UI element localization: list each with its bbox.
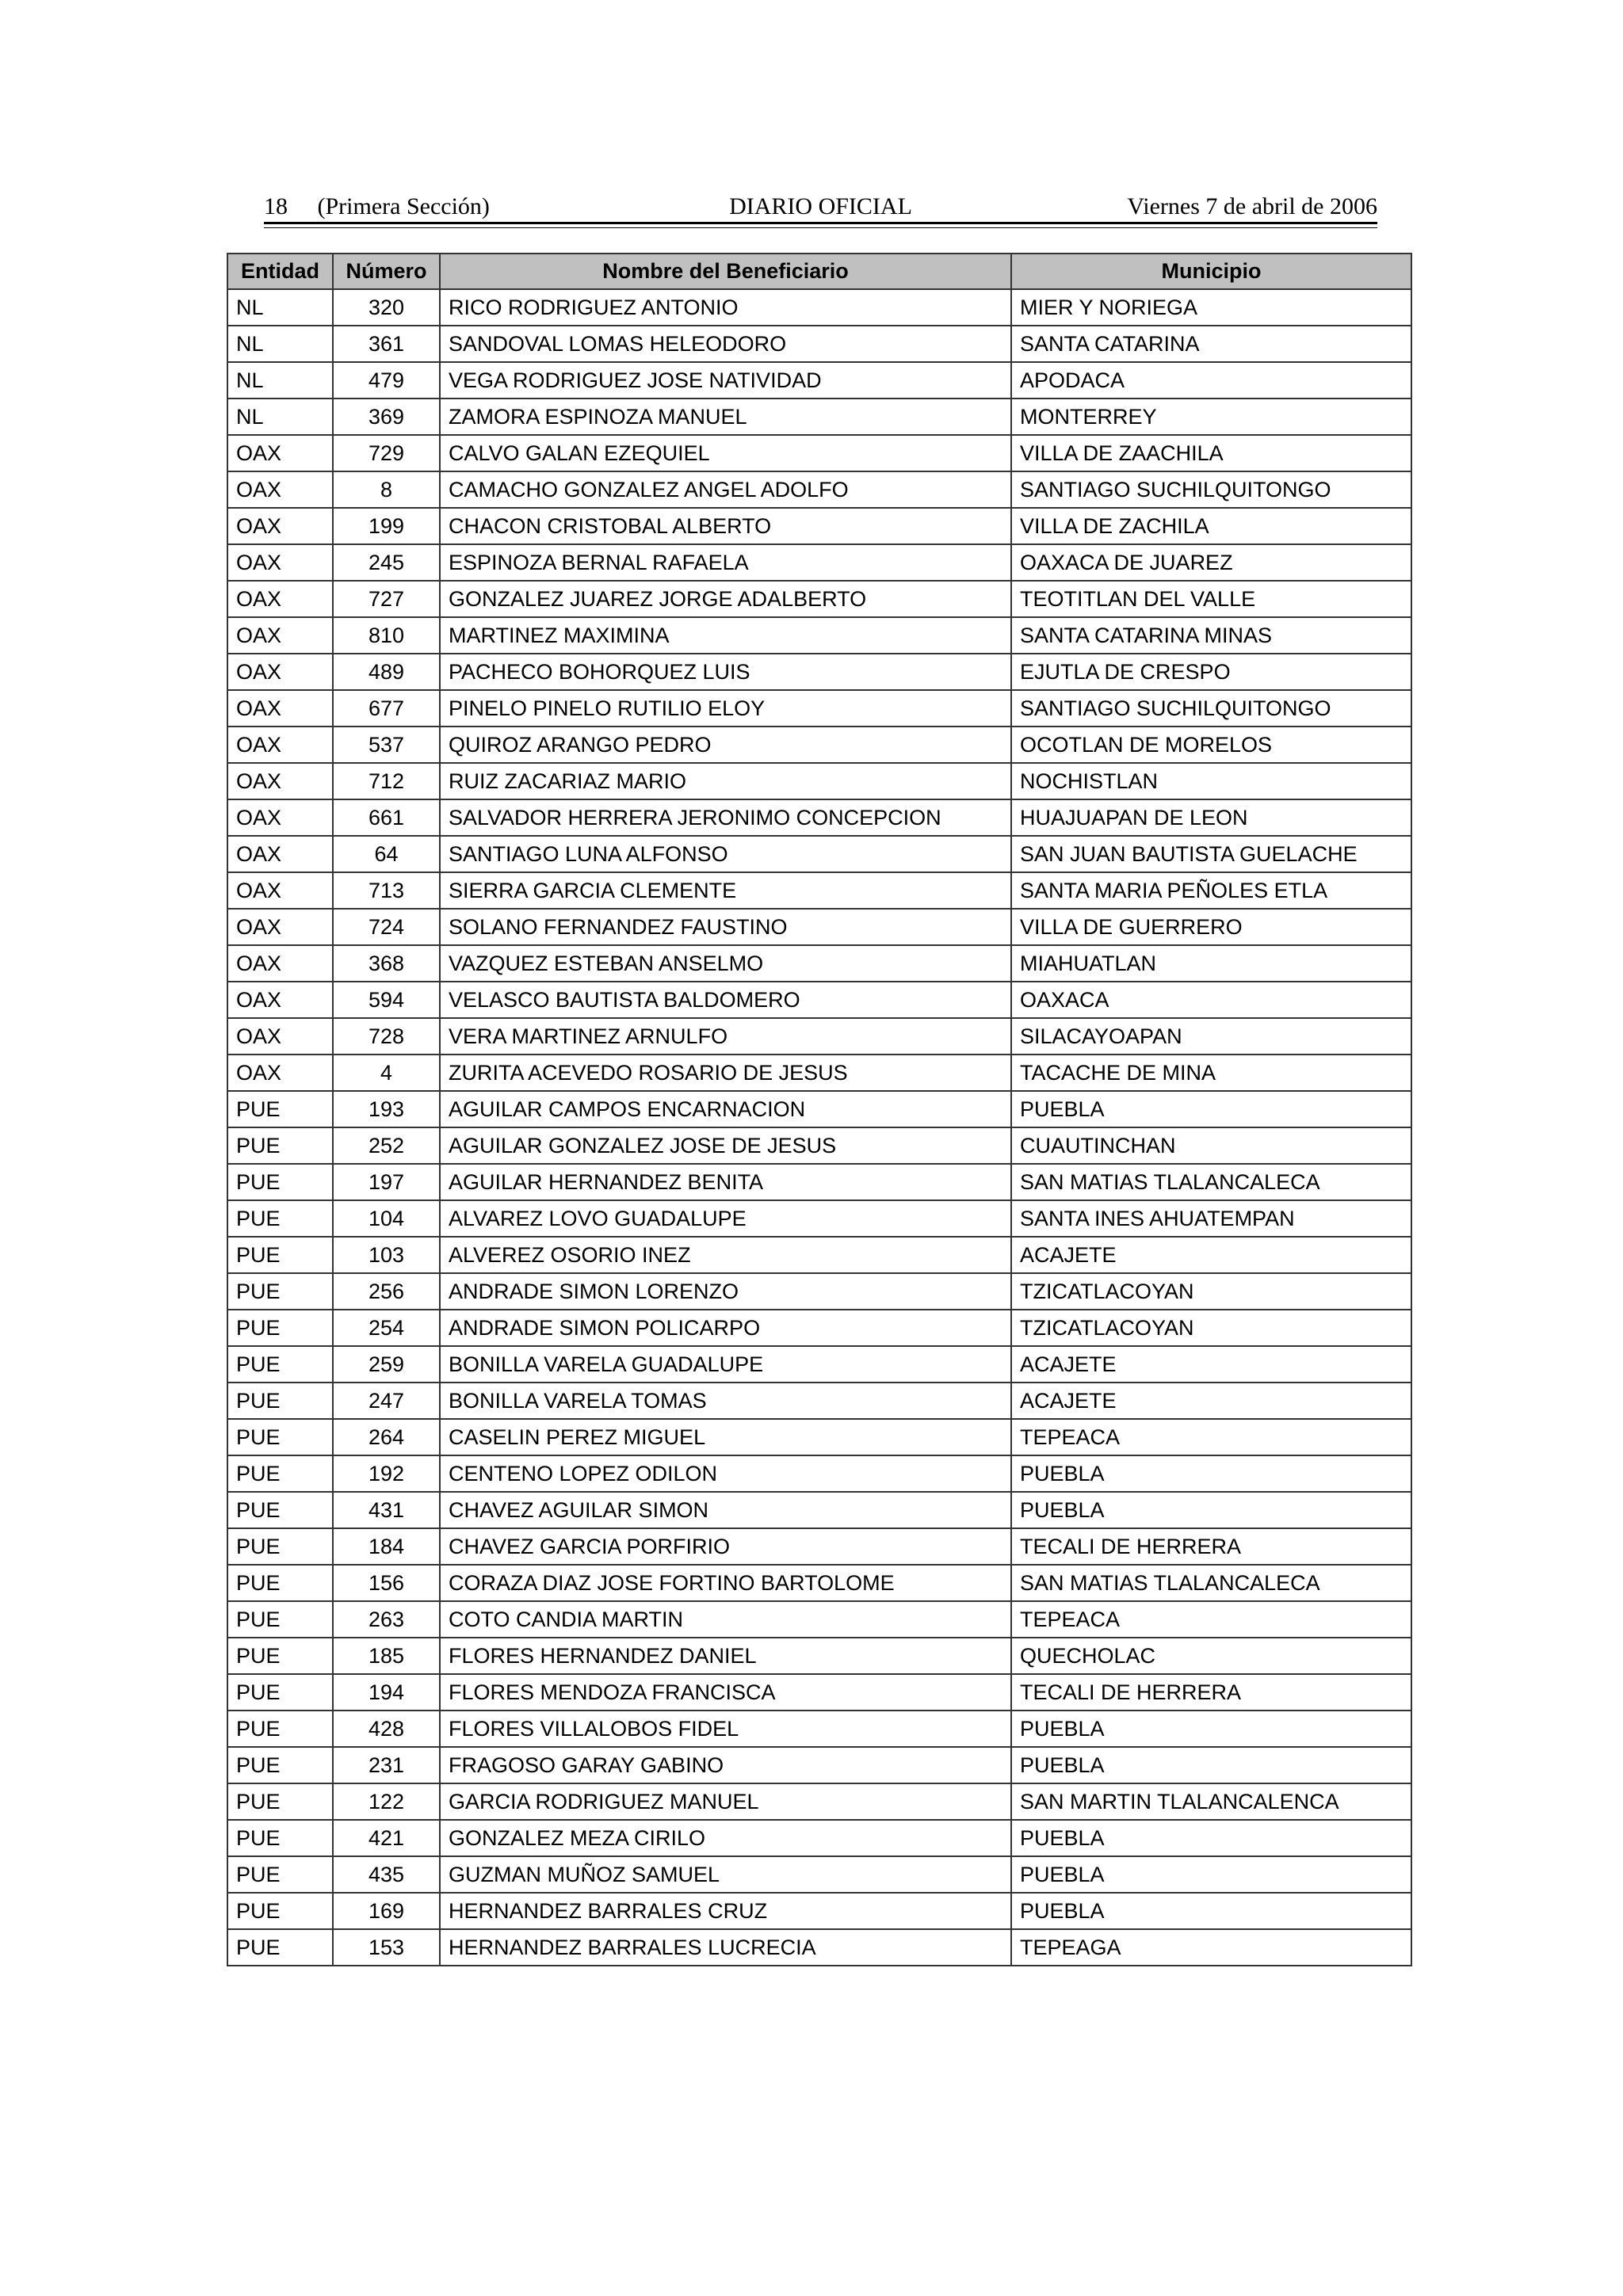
- cell-nombre: CALVO GALAN EZEQUIEL: [440, 435, 1011, 471]
- cell-entidad: OAX: [227, 982, 333, 1018]
- cell-nombre: CORAZA DIAZ JOSE FORTINO BARTOLOME: [440, 1565, 1011, 1601]
- cell-nombre: FLORES VILLALOBOS FIDEL: [440, 1711, 1011, 1747]
- table-row: [227, 1820, 1411, 1856]
- cell-municipio: PUEBLA: [1011, 1893, 1411, 1929]
- table-row: [227, 1856, 1411, 1893]
- cell-entidad: PUE: [227, 1601, 333, 1638]
- cell-municipio: HUAJUAPAN DE LEON: [1011, 799, 1411, 836]
- cell-numero: 435: [333, 1856, 440, 1893]
- table-row: [227, 1638, 1411, 1674]
- cell-municipio: CUAUTINCHAN: [1011, 1127, 1411, 1164]
- cell-nombre: CAMACHO GONZALEZ ANGEL ADOLFO: [440, 471, 1011, 508]
- table-row: [227, 362, 1411, 399]
- cell-nombre: ALVEREZ OSORIO INEZ: [440, 1237, 1011, 1273]
- table-row: [227, 471, 1411, 508]
- cell-entidad: PUE: [227, 1856, 333, 1893]
- cell-nombre: BONILLA VARELA TOMAS: [440, 1383, 1011, 1419]
- cell-municipio: MIAHUATLAN: [1011, 945, 1411, 982]
- cell-municipio: TEPEACA: [1011, 1419, 1411, 1455]
- cell-entidad: OAX: [227, 1018, 333, 1055]
- table-row: [227, 544, 1411, 581]
- cell-municipio: TZICATLACOYAN: [1011, 1310, 1411, 1346]
- cell-entidad: PUE: [227, 1783, 333, 1820]
- table-row: [227, 1528, 1411, 1565]
- cell-nombre: AGUILAR GONZALEZ JOSE DE JESUS: [440, 1127, 1011, 1164]
- cell-nombre: CENTENO LOPEZ ODILON: [440, 1455, 1011, 1492]
- cell-entidad: PUE: [227, 1455, 333, 1492]
- cell-nombre: PACHECO BOHORQUEZ LUIS: [440, 654, 1011, 690]
- cell-municipio: SANTA CATARINA: [1011, 326, 1411, 362]
- publication-title: DIARIO OFICIAL: [729, 193, 912, 219]
- cell-municipio: SANTA MARIA PEÑOLES ETLA: [1011, 872, 1411, 909]
- page-number: 18: [264, 193, 288, 219]
- cell-nombre: GUZMAN MUÑOZ SAMUEL: [440, 1856, 1011, 1893]
- cell-municipio: SANTA INES AHUATEMPAN: [1011, 1200, 1411, 1237]
- table-row: [227, 872, 1411, 909]
- cell-nombre: CHAVEZ AGUILAR SIMON: [440, 1492, 1011, 1528]
- cell-entidad: PUE: [227, 1237, 333, 1273]
- cell-municipio: APODACA: [1011, 362, 1411, 399]
- cell-entidad: OAX: [227, 727, 333, 763]
- cell-entidad: PUE: [227, 1820, 333, 1856]
- cell-numero: 199: [333, 508, 440, 544]
- column-header-numero: Número: [333, 254, 440, 289]
- cell-entidad: PUE: [227, 1273, 333, 1310]
- cell-municipio: TEOTITLAN DEL VALLE: [1011, 581, 1411, 617]
- cell-nombre: CASELIN PEREZ MIGUEL: [440, 1419, 1011, 1455]
- cell-entidad: OAX: [227, 945, 333, 982]
- cell-municipio: PUEBLA: [1011, 1711, 1411, 1747]
- table-row: [227, 1346, 1411, 1383]
- cell-municipio: TECALI DE HERRERA: [1011, 1528, 1411, 1565]
- cell-nombre: SANTIAGO LUNA ALFONSO: [440, 836, 1011, 872]
- cell-numero: 264: [333, 1419, 440, 1455]
- cell-municipio: SAN MATIAS TLALANCALECA: [1011, 1565, 1411, 1601]
- table-row: [227, 581, 1411, 617]
- table-row: [227, 982, 1411, 1018]
- cell-nombre: AGUILAR CAMPOS ENCARNACION: [440, 1091, 1011, 1127]
- cell-nombre: VELASCO BAUTISTA BALDOMERO: [440, 982, 1011, 1018]
- cell-entidad: NL: [227, 399, 333, 435]
- cell-nombre: RICO RODRIGUEZ ANTONIO: [440, 289, 1011, 326]
- table-row: [227, 1674, 1411, 1711]
- table-row: [227, 435, 1411, 471]
- cell-municipio: EJUTLA DE CRESPO: [1011, 654, 1411, 690]
- table-row: [227, 1127, 1411, 1164]
- table-row: [227, 289, 1411, 326]
- cell-numero: 368: [333, 945, 440, 982]
- cell-entidad: PUE: [227, 1419, 333, 1455]
- table-row: [227, 508, 1411, 544]
- table-row: [227, 945, 1411, 982]
- cell-numero: 428: [333, 1711, 440, 1747]
- table-row: [227, 690, 1411, 727]
- cell-nombre: GONZALEZ MEZA CIRILO: [440, 1820, 1011, 1856]
- publication-date: Viernes 7 de abril de 2006: [1127, 193, 1377, 219]
- cell-municipio: SANTIAGO SUCHILQUITONGO: [1011, 471, 1411, 508]
- cell-entidad: OAX: [227, 435, 333, 471]
- cell-municipio: PUEBLA: [1011, 1856, 1411, 1893]
- cell-nombre: COTO CANDIA MARTIN: [440, 1601, 1011, 1638]
- cell-municipio: OCOTLAN DE MORELOS: [1011, 727, 1411, 763]
- cell-nombre: SIERRA GARCIA CLEMENTE: [440, 872, 1011, 909]
- table-row: [227, 1565, 1411, 1601]
- cell-entidad: OAX: [227, 763, 333, 799]
- cell-entidad: PUE: [227, 1565, 333, 1601]
- cell-entidad: PUE: [227, 1674, 333, 1711]
- cell-numero: 153: [333, 1929, 440, 1966]
- cell-entidad: PUE: [227, 1346, 333, 1383]
- table-body: [227, 289, 1411, 1966]
- cell-numero: 479: [333, 362, 440, 399]
- cell-numero: 810: [333, 617, 440, 654]
- cell-entidad: NL: [227, 362, 333, 399]
- cell-numero: 421: [333, 1820, 440, 1856]
- cell-entidad: PUE: [227, 1711, 333, 1747]
- cell-numero: 661: [333, 799, 440, 836]
- cell-nombre: HERNANDEZ BARRALES LUCRECIA: [440, 1929, 1011, 1966]
- cell-numero: 489: [333, 654, 440, 690]
- cell-numero: 64: [333, 836, 440, 872]
- cell-nombre: BONILLA VARELA GUADALUPE: [440, 1346, 1011, 1383]
- cell-entidad: PUE: [227, 1310, 333, 1346]
- table-row: [227, 399, 1411, 435]
- table-row: [227, 799, 1411, 836]
- cell-numero: 122: [333, 1783, 440, 1820]
- cell-numero: 103: [333, 1237, 440, 1273]
- cell-entidad: PUE: [227, 1747, 333, 1783]
- cell-municipio: VILLA DE ZAACHILA: [1011, 435, 1411, 471]
- header-rule-thin: [264, 227, 1377, 228]
- cell-municipio: PUEBLA: [1011, 1091, 1411, 1127]
- cell-nombre: SANDOVAL LOMAS HELEODORO: [440, 326, 1011, 362]
- table-row: [227, 1783, 1411, 1820]
- cell-nombre: VERA MARTINEZ ARNULFO: [440, 1018, 1011, 1055]
- cell-numero: 256: [333, 1273, 440, 1310]
- cell-numero: 431: [333, 1492, 440, 1528]
- cell-nombre: ZAMORA ESPINOZA MANUEL: [440, 399, 1011, 435]
- table-row: [227, 836, 1411, 872]
- cell-entidad: PUE: [227, 1200, 333, 1237]
- table-row: [227, 1091, 1411, 1127]
- cell-municipio: OAXACA DE JUAREZ: [1011, 544, 1411, 581]
- cell-nombre: CHACON CRISTOBAL ALBERTO: [440, 508, 1011, 544]
- table-row: [227, 1383, 1411, 1419]
- cell-nombre: QUIROZ ARANGO PEDRO: [440, 727, 1011, 763]
- table-row: [227, 1018, 1411, 1055]
- cell-numero: 8: [333, 471, 440, 508]
- cell-numero: 169: [333, 1893, 440, 1929]
- header-rule-thick: [264, 222, 1377, 224]
- cell-nombre: VEGA RODRIGUEZ JOSE NATIVIDAD: [440, 362, 1011, 399]
- cell-municipio: ACAJETE: [1011, 1383, 1411, 1419]
- cell-entidad: OAX: [227, 581, 333, 617]
- cell-nombre: ZURITA ACEVEDO ROSARIO DE JESUS: [440, 1055, 1011, 1091]
- cell-nombre: SOLANO FERNANDEZ FAUSTINO: [440, 909, 1011, 945]
- cell-nombre: ANDRADE SIMON POLICARPO: [440, 1310, 1011, 1346]
- cell-municipio: OAXACA: [1011, 982, 1411, 1018]
- cell-entidad: PUE: [227, 1091, 333, 1127]
- cell-entidad: OAX: [227, 617, 333, 654]
- cell-municipio: TZICATLACOYAN: [1011, 1273, 1411, 1310]
- cell-municipio: NOCHISTLAN: [1011, 763, 1411, 799]
- cell-numero: 369: [333, 399, 440, 435]
- cell-numero: 194: [333, 1674, 440, 1711]
- cell-numero: 537: [333, 727, 440, 763]
- cell-entidad: PUE: [227, 1929, 333, 1966]
- cell-entidad: PUE: [227, 1638, 333, 1674]
- cell-entidad: PUE: [227, 1383, 333, 1419]
- cell-numero: 231: [333, 1747, 440, 1783]
- cell-municipio: MIER Y NORIEGA: [1011, 289, 1411, 326]
- cell-numero: 729: [333, 435, 440, 471]
- cell-nombre: ESPINOZA BERNAL RAFAELA: [440, 544, 1011, 581]
- cell-entidad: OAX: [227, 909, 333, 945]
- cell-nombre: FLORES HERNANDEZ DANIEL: [440, 1638, 1011, 1674]
- table-row: [227, 1929, 1411, 1966]
- cell-numero: 4: [333, 1055, 440, 1091]
- cell-entidad: NL: [227, 326, 333, 362]
- cell-numero: 185: [333, 1638, 440, 1674]
- table-row: [227, 1601, 1411, 1638]
- cell-nombre: CHAVEZ GARCIA PORFIRIO: [440, 1528, 1011, 1565]
- cell-nombre: AGUILAR HERNANDEZ BENITA: [440, 1164, 1011, 1200]
- cell-entidad: PUE: [227, 1893, 333, 1929]
- cell-entidad: PUE: [227, 1164, 333, 1200]
- cell-municipio: SANTA CATARINA MINAS: [1011, 617, 1411, 654]
- cell-numero: 184: [333, 1528, 440, 1565]
- cell-nombre: RUIZ ZACARIAZ MARIO: [440, 763, 1011, 799]
- cell-nombre: GONZALEZ JUAREZ JORGE ADALBERTO: [440, 581, 1011, 617]
- column-header-entidad: Entidad: [227, 254, 333, 289]
- cell-municipio: VILLA DE ZACHILA: [1011, 508, 1411, 544]
- table-row: [227, 654, 1411, 690]
- page-header: [264, 187, 1377, 225]
- cell-numero: 320: [333, 289, 440, 326]
- cell-municipio: SAN JUAN BAUTISTA GUELACHE: [1011, 836, 1411, 872]
- table-row: [227, 727, 1411, 763]
- cell-municipio: MONTERREY: [1011, 399, 1411, 435]
- table-row: [227, 1711, 1411, 1747]
- cell-numero: 197: [333, 1164, 440, 1200]
- cell-entidad: OAX: [227, 508, 333, 544]
- cell-numero: 104: [333, 1200, 440, 1237]
- table-row: [227, 1492, 1411, 1528]
- cell-entidad: OAX: [227, 836, 333, 872]
- cell-numero: 677: [333, 690, 440, 727]
- cell-entidad: OAX: [227, 471, 333, 508]
- cell-nombre: HERNANDEZ BARRALES CRUZ: [440, 1893, 1011, 1929]
- cell-municipio: QUECHOLAC: [1011, 1638, 1411, 1674]
- table-row: [227, 1273, 1411, 1310]
- column-header-nombre: Nombre del Beneficiario: [440, 254, 1011, 289]
- cell-municipio: PUEBLA: [1011, 1820, 1411, 1856]
- cell-municipio: VILLA DE GUERRERO: [1011, 909, 1411, 945]
- cell-entidad: OAX: [227, 799, 333, 836]
- cell-municipio: ACAJETE: [1011, 1346, 1411, 1383]
- cell-nombre: FRAGOSO GARAY GABINO: [440, 1747, 1011, 1783]
- table-row: [227, 1455, 1411, 1492]
- cell-entidad: PUE: [227, 1492, 333, 1528]
- cell-entidad: OAX: [227, 872, 333, 909]
- cell-nombre: VAZQUEZ ESTEBAN ANSELMO: [440, 945, 1011, 982]
- table-header-row: [227, 254, 1411, 289]
- table-row: [227, 1893, 1411, 1929]
- cell-municipio: PUEBLA: [1011, 1492, 1411, 1528]
- cell-entidad: PUE: [227, 1127, 333, 1164]
- table-row: [227, 1055, 1411, 1091]
- cell-numero: 361: [333, 326, 440, 362]
- cell-municipio: TEPEACA: [1011, 1601, 1411, 1638]
- table-row: [227, 1237, 1411, 1273]
- table-row: [227, 326, 1411, 362]
- cell-numero: 245: [333, 544, 440, 581]
- cell-municipio: TACACHE DE MINA: [1011, 1055, 1411, 1091]
- cell-entidad: OAX: [227, 1055, 333, 1091]
- cell-entidad: OAX: [227, 654, 333, 690]
- column-header-municipio: Municipio: [1011, 254, 1411, 289]
- beneficiaries-table: [227, 253, 1412, 1966]
- cell-numero: 252: [333, 1127, 440, 1164]
- cell-municipio: SAN MATIAS TLALANCALECA: [1011, 1164, 1411, 1200]
- cell-entidad: PUE: [227, 1528, 333, 1565]
- cell-numero: 254: [333, 1310, 440, 1346]
- cell-nombre: SALVADOR HERRERA JERONIMO CONCEPCION: [440, 799, 1011, 836]
- cell-numero: 193: [333, 1091, 440, 1127]
- cell-municipio: ACAJETE: [1011, 1237, 1411, 1273]
- cell-numero: 724: [333, 909, 440, 945]
- cell-municipio: SAN MARTIN TLALANCALENCA: [1011, 1783, 1411, 1820]
- cell-municipio: SANTIAGO SUCHILQUITONGO: [1011, 690, 1411, 727]
- cell-numero: 728: [333, 1018, 440, 1055]
- table-row: [227, 1200, 1411, 1237]
- cell-numero: 713: [333, 872, 440, 909]
- table-row: [227, 1747, 1411, 1783]
- cell-numero: 594: [333, 982, 440, 1018]
- table-row: [227, 1310, 1411, 1346]
- section-label: (Primera Sección): [317, 193, 490, 219]
- table-row: [227, 1419, 1411, 1455]
- cell-entidad: NL: [227, 289, 333, 326]
- cell-numero: 259: [333, 1346, 440, 1383]
- cell-municipio: TECALI DE HERRERA: [1011, 1674, 1411, 1711]
- cell-numero: 263: [333, 1601, 440, 1638]
- table-row: [227, 763, 1411, 799]
- cell-nombre: ANDRADE SIMON LORENZO: [440, 1273, 1011, 1310]
- cell-entidad: OAX: [227, 690, 333, 727]
- table-row: [227, 617, 1411, 654]
- cell-numero: 712: [333, 763, 440, 799]
- cell-municipio: TEPEAGA: [1011, 1929, 1411, 1966]
- cell-numero: 156: [333, 1565, 440, 1601]
- cell-nombre: MARTINEZ MAXIMINA: [440, 617, 1011, 654]
- cell-numero: 247: [333, 1383, 440, 1419]
- cell-municipio: SILACAYOAPAN: [1011, 1018, 1411, 1055]
- cell-municipio: PUEBLA: [1011, 1747, 1411, 1783]
- cell-nombre: ALVAREZ LOVO GUADALUPE: [440, 1200, 1011, 1237]
- cell-entidad: OAX: [227, 544, 333, 581]
- cell-nombre: FLORES MENDOZA FRANCISCA: [440, 1674, 1011, 1711]
- cell-numero: 192: [333, 1455, 440, 1492]
- cell-nombre: GARCIA RODRIGUEZ MANUEL: [440, 1783, 1011, 1820]
- cell-municipio: PUEBLA: [1011, 1455, 1411, 1492]
- table-row: [227, 1164, 1411, 1200]
- cell-numero: 727: [333, 581, 440, 617]
- cell-nombre: PINELO PINELO RUTILIO ELOY: [440, 690, 1011, 727]
- table-row: [227, 909, 1411, 945]
